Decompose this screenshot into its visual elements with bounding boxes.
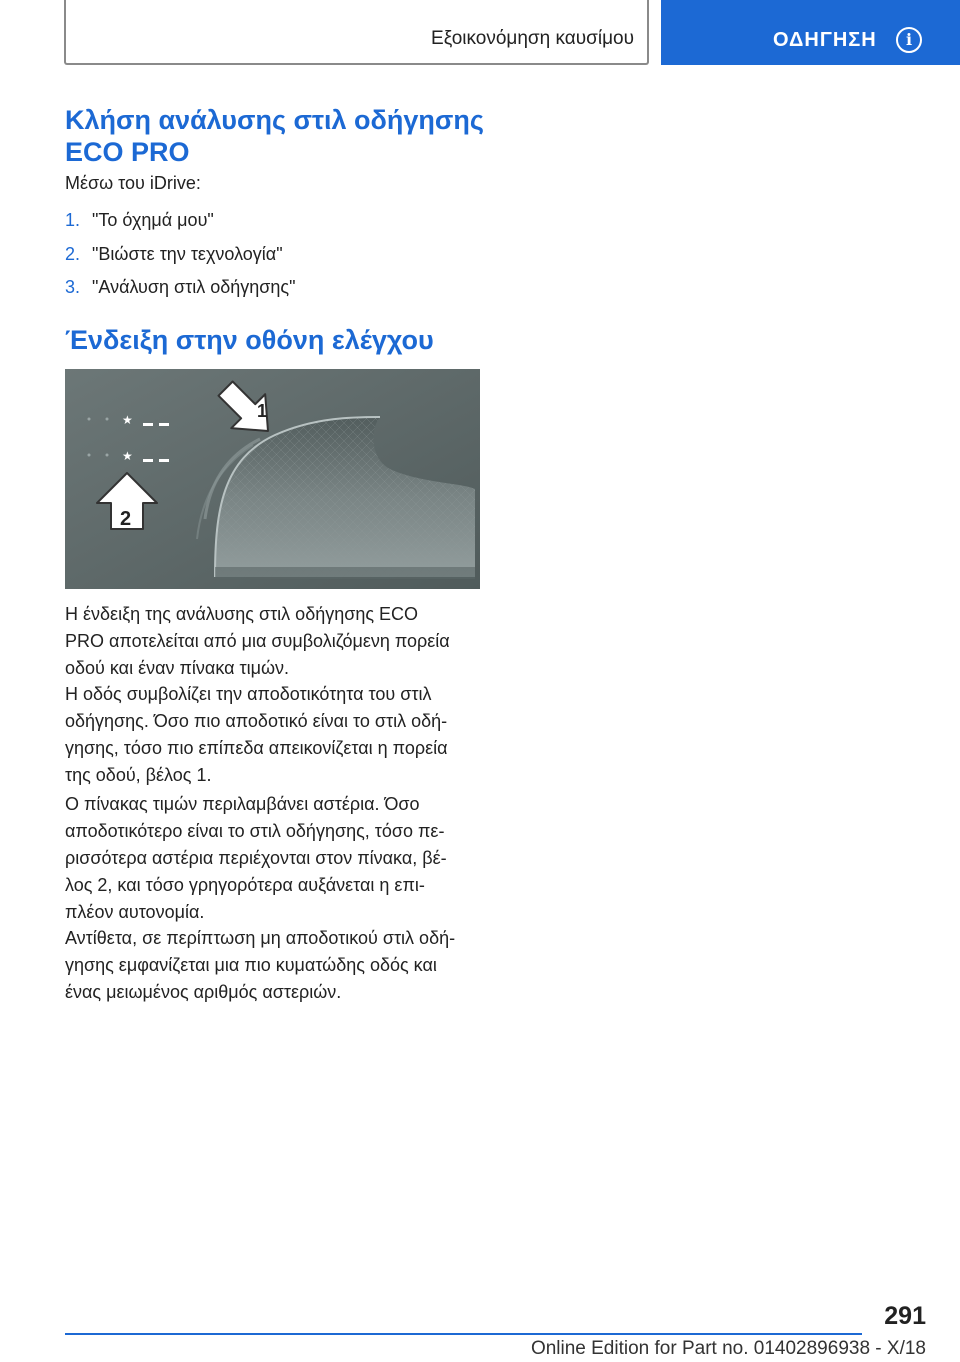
list-text: "Το όχημά μου" xyxy=(92,210,214,230)
star-icon: ★ xyxy=(122,413,133,427)
section-title-line1: Κλήση ανάλυσης στιλ οδήγησης xyxy=(65,105,484,135)
header-section-title: Εξοικονόμηση καυσίμου xyxy=(431,28,634,49)
list-item xyxy=(65,241,283,268)
list-item xyxy=(65,274,295,301)
list-number: 2. xyxy=(65,244,81,264)
text-line: ρισσότερα αστέρια περιέχονται στον πίνακα, βέ‐ xyxy=(65,848,447,868)
intro-text: Μέσω του iDrive: xyxy=(65,173,201,193)
list-number: 3. xyxy=(65,277,81,297)
list-text: "Βιώστε την τεχνολογία" xyxy=(92,244,283,264)
text-line: ένας μειωμένος αριθμός αστεριών. xyxy=(65,982,342,1002)
text-line: πλέον αυτονομία. xyxy=(65,902,205,922)
header-section-tab xyxy=(64,0,649,65)
paragraph xyxy=(65,601,485,682)
callout-1: 1 xyxy=(257,401,268,421)
text-line: αποδοτικότερο είναι το στιλ οδήγησης, τόσο πε‐ xyxy=(65,821,445,841)
info-icon: i xyxy=(896,27,922,53)
text-line: Η ένδειξη της ανάλυσης στιλ οδήγησης ECO xyxy=(65,604,419,624)
paragraph xyxy=(65,791,485,926)
paragraph xyxy=(65,925,485,1006)
page-number: 291 xyxy=(884,1302,926,1330)
text-line: γησης εμφανίζεται μια πιο κυματώδης οδός και xyxy=(65,955,437,975)
list-text: "Ανάλυση στιλ οδήγησης" xyxy=(92,277,296,297)
text-line: Αντίθετα, σε περίπτωση μη αποδοτικού στιλ οδή‐ xyxy=(65,928,456,948)
text-line: Ο πίνακας τιμών περιλαμβάνει αστέρια. Όσο xyxy=(65,794,420,814)
text-line: Η οδός συμβολίζει την αποδοτικότητα του στιλ xyxy=(65,684,432,704)
section-title-eco-pro xyxy=(65,104,485,168)
text-line: γησης, τόσο πιο επίπεδα απεικονίζεται η πορεία xyxy=(65,738,448,758)
list-item xyxy=(65,207,214,234)
header-chapter-title: ΟΔΗΓΗΣΗ xyxy=(773,29,877,51)
text-line: λος 2, και τόσο γρηγορότερα αυξάνεται η επι‐ xyxy=(65,875,425,895)
callout-2: 2 xyxy=(120,508,132,530)
control-display-figure xyxy=(65,369,480,589)
text-line: οδού και έναν πίνακα τιμών. xyxy=(65,658,290,678)
footer-edition: Online Edition for Part no. 01402896938 - X/18 xyxy=(530,1338,926,1359)
text-line: PRO αποτελείται από μια συμβολιζόμενη πορεία xyxy=(65,631,450,651)
footer-divider xyxy=(65,1333,862,1335)
star-icon: ★ xyxy=(122,449,133,463)
section-title-line2: ECO PRO xyxy=(65,137,190,167)
list-number: 1. xyxy=(65,210,81,230)
header-chapter-tab xyxy=(661,0,960,65)
text-line: της οδού, βέλος 1. xyxy=(65,765,212,785)
paragraph xyxy=(65,681,485,789)
section-title-display: Ένδειξη στην οθόνη ελέγχου xyxy=(65,325,434,355)
text-line: οδήγησης. Όσο πιο αποδοτικό είναι το στιλ οδή‐ xyxy=(65,711,448,731)
